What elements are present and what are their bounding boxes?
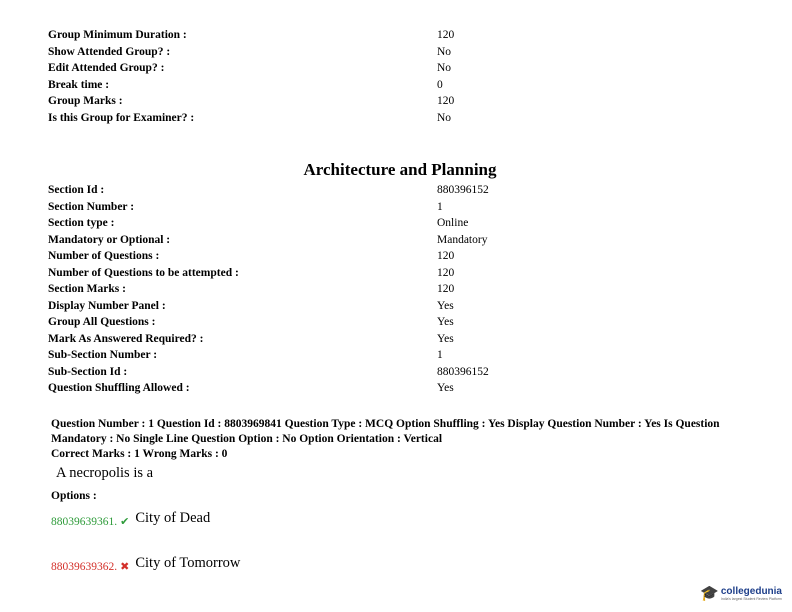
section-field-row [48,182,748,199]
setting-value: 120 [437,29,455,41]
field-label: Mandatory or Optional : [48,233,171,246]
field-label: Sub-Section Id : [48,365,128,378]
field-value: 120 [437,283,455,295]
field-label: Display Number Panel : [48,299,166,312]
setting-label: Show Attended Group? : [48,45,171,58]
field-label: Section Id : [48,184,105,196]
option-text: City of Dead [135,510,211,526]
section-field-row [48,199,748,216]
section-title: Architecture and Planning [303,160,497,179]
question-meta [51,417,771,462]
setting-label: Break time : [48,78,110,91]
section-field-row [48,347,748,364]
setting-label: Group Marks : [48,95,123,107]
field-value: 1 [437,200,443,213]
field-value: Yes [437,332,454,345]
field-value: Online [437,217,469,229]
option-text: City of Tomorrow [135,555,241,571]
field-value: 120 [437,266,455,279]
field-value: 880396152 [437,184,489,196]
section-field-row [48,281,748,298]
field-label: Question Shuffling Allowed : [48,382,190,394]
question-meta-line: Mandatory : No Single Line Question Option : No Option Orientation : Vertical [51,433,443,445]
field-label: Number of Questions to be attempted : [48,266,239,279]
field-value: Yes [437,299,454,312]
field-label: Mark As Answered Required? : [48,332,204,345]
question-meta-line: Question Number : 1 Question Id : 8803969841 Question Type : MCQ Option Shuffling : Yes Display Question Number : Yes Is Question [51,418,720,430]
section-field-row [48,314,748,331]
collegedunia-logo [700,584,782,602]
field-value: Mandatory [437,233,488,246]
check-icon: ✔ [120,516,130,528]
group-settings-table [48,27,748,126]
field-value: 1 [437,349,443,361]
section-field-row [48,298,748,315]
group-setting-row [48,44,748,61]
field-value: 120 [437,250,455,262]
logo-brand: collegedunia [720,585,782,597]
group-setting-row [48,93,748,110]
cross-icon: ✖ [120,561,130,573]
field-label: Section type : [48,217,115,229]
setting-value: 0 [437,78,443,91]
section-field-row [48,232,748,249]
section-field-row [48,248,748,265]
setting-value: No [437,62,452,74]
setting-value: 120 [437,95,455,107]
setting-label: Edit Attended Group? : [48,62,165,74]
setting-label: Group Minimum Duration : [48,29,187,41]
section-settings-table [48,182,748,397]
field-label: Group All Questions : [48,316,156,328]
field-label: Number of Questions : [48,250,160,262]
option-id: 88039639362. [51,561,118,573]
field-value: Yes [437,382,454,394]
group-setting-row [48,27,748,44]
question-text: A necropolis is a [56,465,154,481]
graduation-cap-icon: 🎓 [700,585,719,602]
section-field-row [48,364,748,381]
section-field-row [48,265,748,282]
logo-tagline: India's largest Student Review Platform [720,596,782,601]
options-label: Options : [51,490,97,502]
section-field-row [48,380,748,397]
setting-value: No [437,45,452,58]
option-correct [51,510,211,530]
field-label: Sub-Section Number : [48,349,158,361]
section-field-row [48,331,748,348]
field-label: Section Marks : [48,283,126,295]
group-setting-row [48,110,748,127]
field-value: Yes [437,316,454,328]
option-wrong [51,555,241,575]
group-setting-row [48,60,748,77]
field-label: Section Number : [48,200,135,213]
setting-value: No [437,111,452,124]
question-marks-line: Correct Marks : 1 Wrong Marks : 0 [51,448,228,460]
setting-label: Is this Group for Examiner? : [48,111,195,124]
option-id: 88039639361. [51,516,118,528]
field-value: 880396152 [437,365,489,378]
section-field-row [48,215,748,232]
group-setting-row [48,77,748,94]
